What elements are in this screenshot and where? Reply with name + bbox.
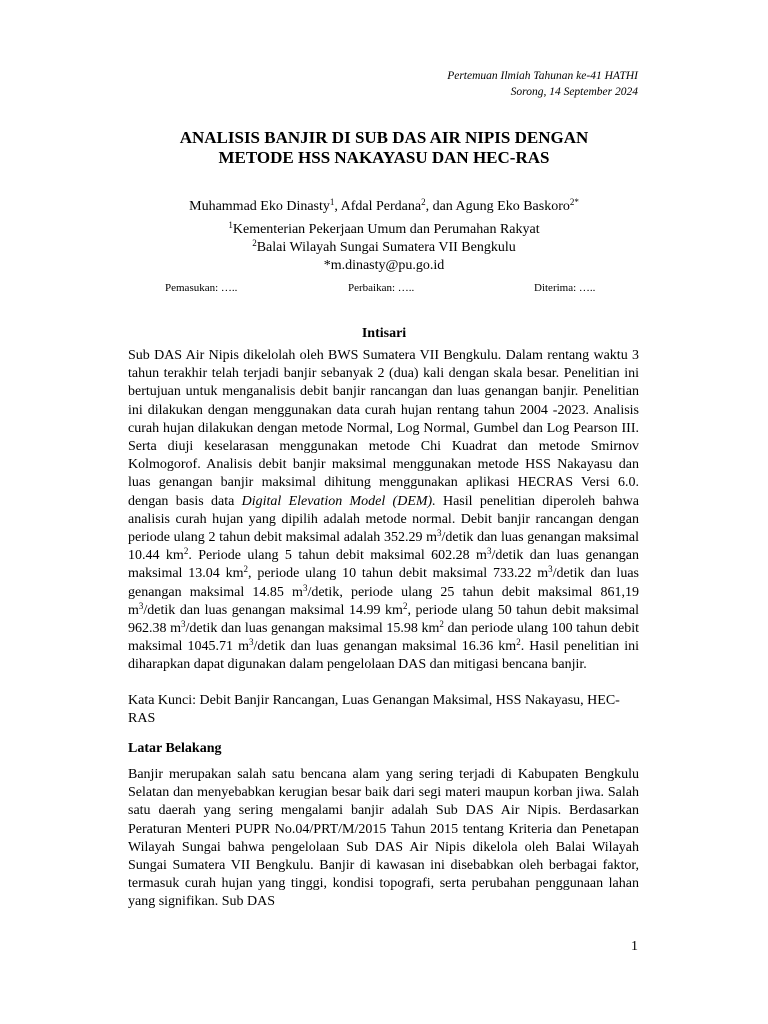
affiliations [128,221,640,275]
abstract-italic-text: Digital Elevation Model (DEM). [241,493,436,509]
abstract-text: Hasil penelitian diperoleh bahwa analisis curah hujan yang dipilih adalah metode normal. Debit banjir rancangan dengan periode ulang 2 tahun debit maksimal adalah 352.29 m [128,493,639,546]
superscript: 2 [402,600,408,611]
paper-title [128,128,640,168]
superscript: 2 [516,637,521,648]
abstract-text: . Periode ulang 5 tahun debit maksimal 602.28 m [188,548,487,564]
abstract-text: , periode ulang 50 tahun debit maksimal 962.38 m [128,602,639,637]
abstract-text: , periode ulang 10 tahun debit maksimal 733.22 m [248,566,549,582]
superscript: 2 [243,564,248,575]
author-2-affil-mark: 2 [421,197,426,207]
superscript: 3 [138,600,144,611]
author-2: Afdal Perdana [340,199,422,214]
author-list [128,198,640,216]
title-line-2: METODE HSS NAKAYASU DAN HEC-RAS [218,148,550,167]
author-3: Agung Eko Baskoro [455,199,570,214]
background-body [128,766,639,912]
abstract-text: /detik dan luas genangan maksimal 14.85 m [128,566,639,600]
author-separator: , [334,199,341,214]
superscript: 2 [439,619,444,630]
author-1: Muhammad Eko Dinasty [189,199,330,214]
author-1-affil-mark: 1 [329,197,335,207]
abstract-text: . Hasil penelitian ini diharapkan dapat digunakan dalam pengelolaan DAS dan mitigasi bencana banjir. [128,639,639,673]
affiliation-2-text: Balai Wilayah Sungai Sumatera VII Bengkulu [256,240,516,255]
background-paragraph: Banjir merupakan salah satu bencana alam yang sering terjadi di Kabupaten Bengkulu Selatan dan menyebabkan kerugian besar baik dari segi materi maupun korban jiwa. Salah satu daerah yang sering mengalami banjir adalah Sub DAS Air Nipis. Berdasarkan Peraturan Menteri PUPR No.04/PRT/M/2015 Tahun 2015 tentang Kriteria dan Penetapan Wilayah Sungai bahwa pengelolaan Sub DAS Air Nipis dikelola oleh Balai Wilayah Sungai Sumatera VII Bengkulu. Banjir di kawasan ini disebabkan oleh berbagai faktor, termasuk curah hujan yang tinggi, kondisi topografi, serta perubahan penggunaan lahan yang signifikan. Sub DAS [128,767,639,910]
superscript: 3 [302,582,308,593]
abstract-body [128,347,639,675]
affiliation-1 [128,221,640,239]
title-line-1: ANALISIS BANJIR DI SUB DAS AIR NIPIS DENGAN [179,128,589,147]
corresponding-email: *m.dinasty@pu.go.id [323,258,445,273]
superscript: 3 [486,546,492,557]
date-accepted: Diterima: ….. [534,282,596,294]
abstract-text: /detik dan luas genangan maksimal 15.98 km [185,621,440,637]
abstract-text: /detik dan luas genangan maksimal 14.99 km [143,602,403,618]
conference-location-date: Sorong, 14 September 2024 [510,86,638,98]
superscript: 3 [249,637,254,648]
author-3-affil-mark: 2* [569,197,579,207]
abstract-text: /detik, periode ulang 25 tahun debit maksimal 861,19 m [128,584,640,618]
running-header [447,68,638,100]
superscript: 3 [437,528,442,539]
date-revised: Perbaikan: ….. [348,282,415,294]
abstract-text: /detik dan luas genangan maksimal 13.04 km [128,548,639,582]
author-separator: , dan [425,199,456,214]
abstract-text: Sub DAS Air Nipis dikelolah oleh BWS Sumatera VII Bengkulu. Dalam rentang waktu 3 tahun terakhir telah terjadi banjir sebanyak 2 (dua) kali dengan skala besar. Penelitian ini bertujuan untuk menganalisis debit banjir rancangan dan luas genangan banjir. Penelitian ini dilakukan dengan menggunakan data curah hujan rentang tahun 2004 -2023. Analisis curah hujan dilakukan dengan metode Normal, Log Normal, Gumbel dan Log Pearson III. Serta diuji keselarasan menggunakan metode Chi Kuadrat dan metode Smirnov Kolmogorof. Analisis debit banjir maksimal menggunakan metode HSS Nakayasu dan luas genangan banjir maksimal dihitung menggunakan aplikasi HECRAS Versi 6.0. dengan basis data [128,348,639,509]
conference-name: Pertemuan Ilmiah Tahunan ke-41 HATHI [447,70,638,82]
page-number: 1 [631,939,638,954]
abstract-paragraph [128,347,639,675]
affiliation-1-text: Kementerian Pekerjaan Umum dan Perumahan Rakyat [232,222,540,237]
abstract-text: /detik dan luas genangan maksimal 16.36 km [253,639,517,655]
abstract-text: /detik dan luas genangan maksimal 10.44 km [128,530,639,564]
superscript: 2 [183,546,189,557]
affiliation-1-mark: 1 [228,220,233,230]
abstract-heading: Intisari [361,326,407,341]
date-submitted: Pemasukan: ….. [165,282,238,294]
affiliation-2 [128,239,640,257]
background-heading: Latar Belakang [128,741,222,756]
keywords: Kata Kunci: Debit Banjir Rancangan, Luas Genangan Maksimal, HSS Nakayasu, HEC-RAS [128,693,620,726]
abstract-text: dan periode ulang 100 tahun debit maksimal 1045.71 m [128,621,639,655]
superscript: 3 [548,564,553,575]
affiliation-2-mark: 2 [252,238,257,248]
superscript: 3 [181,619,186,630]
